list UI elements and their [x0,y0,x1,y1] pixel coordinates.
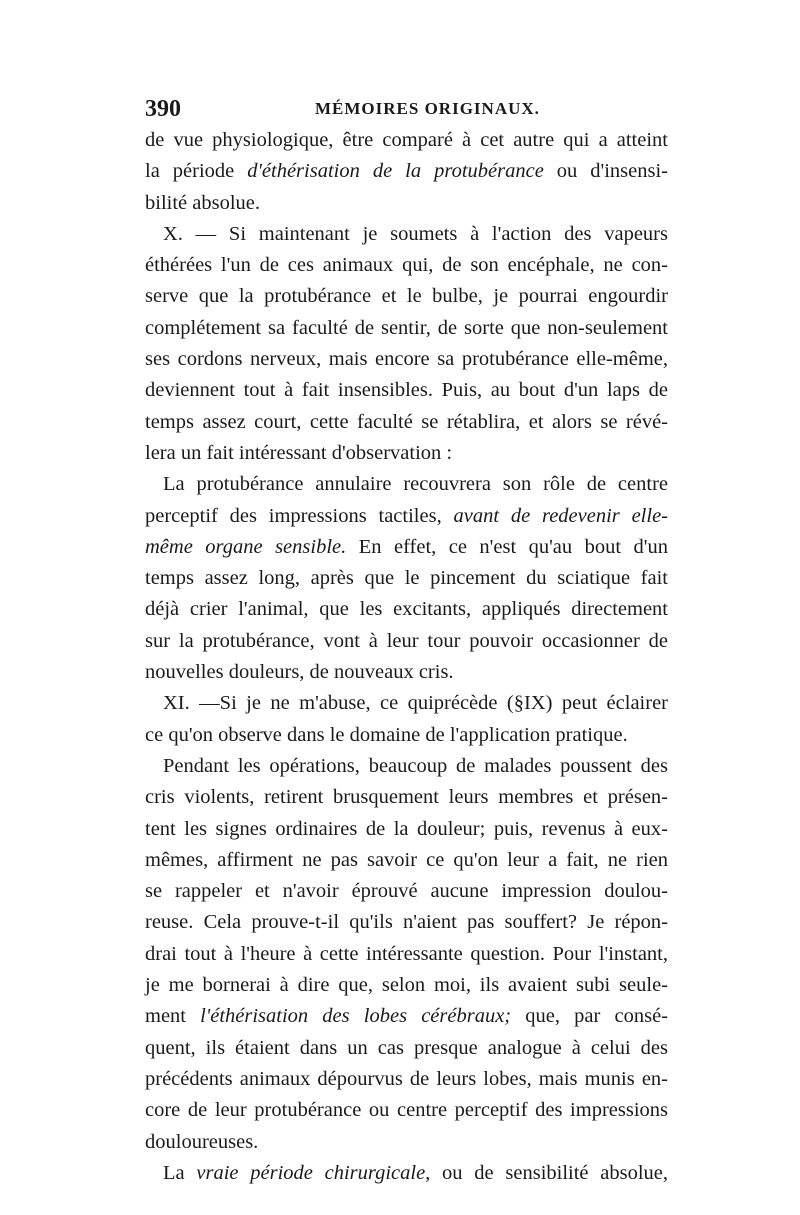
text-line: temps assez court, cette faculté se rétablira, et alors se révé- [145,410,668,433]
text-line: tent les signes ordinaires de la douleur; puis, revenus à eux- [145,817,668,840]
text-line: lera un fait intéressant d'observation : [145,441,453,464]
running-head [145,96,668,126]
text-line: je me bornerai à dire que, selon moi, ils avaient subi seule- [145,974,668,997]
paragraph-start: La vraie période chirurgicale, ou de sensibilité absolue, [163,1161,669,1184]
paragraph-x-start: X. — Si maintenant je soumets à l'action des vapeurs [163,222,668,245]
running-title: MÉMOIRES ORIGINAUX. [315,99,540,118]
text-line: drai tout à l'heure à cette intéressante question. Pour l'instant, [145,942,668,965]
text-line: serve que la protubérance et le bulbe, je pourrai engourdir [145,285,668,308]
page-number: 390 [145,96,181,122]
text-line: bilité absolue. [145,191,261,214]
paragraph-start: Pendant les opérations, beaucoup de malades poussent des [163,754,668,777]
text-line: cris violents, retirent brusquement leurs membres et présen- [145,786,668,809]
text-line: mêmes, affirment ne pas savoir ce qu'on leur a fait, ne rien [145,848,668,871]
text-line: ment l'éthérisation des lobes cérébraux; que, par consé- [145,1005,668,1028]
text-line: sur la protubérance, vont à leur tour pouvoir occasionner de [145,629,668,652]
text-line: nouvelles douleurs, de nouveaux cris. [145,661,454,684]
text-line: douloureuses. [145,1130,259,1153]
paragraph-start: La protubérance annulaire recouvrera son rôle de centre [163,473,668,496]
text-line: déjà crier l'animal, que les excitants, appliqués directement [145,598,668,621]
text-line: ses cordons nerveux, mais encore sa protubérance elle-même, [145,348,668,371]
paragraph-xi-start: XI. —Si je ne m'abuse, ce quiprécède (§IX) peut éclairer [163,692,668,715]
text-line: éthérées l'un de ces animaux qui, de son encéphale, ne con- [145,254,668,277]
text-line: core de leur protubérance ou centre perceptif des impressions [145,1099,668,1122]
text-line: précédents animaux dépourvus de leurs lobes, mais munis en- [145,1067,668,1090]
text-line: deviennent tout à fait insensibles. Puis, au bout d'un laps de [145,379,668,402]
text-line: de vue physiologique, être comparé à cet autre qui a atteint [145,129,668,151]
text-line: perceptif des impressions tactiles, avant de redevenir elle- [145,504,668,527]
body-text [145,125,668,1189]
text-line: même organe sensible. En effet, ce n'est qu'au bout d'un [145,535,668,558]
text-line: temps assez long, après que le pincement du sciatique fait [145,567,668,590]
text-line: ce qu'on observe dans le domaine de l'application pratique. [145,723,628,746]
text-line: complétement sa faculté de sentir, de sorte que non-seulement [145,316,668,339]
text-line: la période d'éthérisation de la protubérance ou d'insensi- [145,160,668,183]
text-line: reuse. Cela prouve-t-il qu'ils n'aient pas souffert? Je répon- [145,911,668,934]
text-line: se rappeler et n'avoir éprouvé aucune impression doulou- [145,880,668,903]
text-line: quent, ils étaient dans un cas presque analogue à celui des [145,1036,668,1059]
